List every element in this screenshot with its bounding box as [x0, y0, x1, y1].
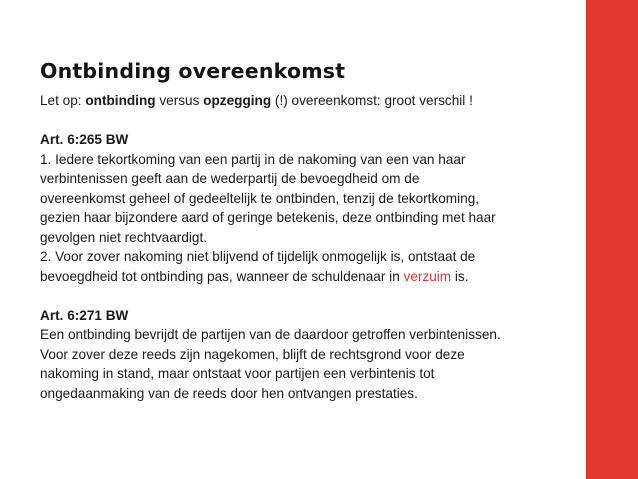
intro-mid: versus [155, 93, 204, 108]
article2-line: nakoming in stand, maar ontstaat voor partijen een verbintenis tot [40, 366, 435, 381]
accent-bar [586, 0, 638, 479]
article1-last-suffix: is. [451, 268, 469, 284]
article1-line: gezien haar bijzondere aard of geringe betekenis, deze ontbinding met haar [40, 210, 496, 225]
intro-line [40, 91, 580, 111]
intro-term-ontbinding: ontbinding [85, 93, 156, 108]
article2-line: ongedaanmaking van de reeds door hen ontvangen prestaties. [40, 385, 418, 401]
article1-line: verbintenissen geeft aan de wederpartij de bevoegdheid om de [40, 171, 420, 186]
verzuim-highlight: verzuim [403, 268, 452, 284]
intro-term-opzegging: opzegging [203, 93, 272, 108]
article2-line: Een ontbinding bevrijdt de partijen van de daardoor getroffen verbintenissen. [40, 327, 501, 342]
spacer [40, 111, 580, 131]
intro-prefix: Let op: [40, 93, 86, 108]
slide-content [40, 58, 580, 403]
spacer [40, 286, 580, 306]
article2-heading: Art. 6:271 BW [40, 307, 129, 323]
article1-heading: Art. 6:265 BW [40, 132, 129, 147]
article1-line: 2. Voor zover nakoming niet blijvend of tijdelijk onmogelijk is, ontstaat de [40, 249, 476, 264]
article1-last-line [40, 267, 580, 287]
slide-title: Ontbinding overeenkomst [40, 59, 346, 83]
article1-line: gevolgen niet rechtvaardigt. [40, 229, 208, 245]
intro-suffix: (!) overeenkomst: groot verschil ! [271, 93, 473, 108]
article2-line: Voor zover deze reeds zijn nagekomen, blijft de rechtsgrond voor deze [40, 346, 465, 362]
article1-line: 1. Iedere tekortkoming van een partij in de nakoming van een van haar [40, 151, 466, 167]
article1-line: overeenkomst geheel of gedeeltelijk te ontbinden, tenzij de tekortkoming, [40, 190, 480, 206]
article1-last-prefix: bevoegdheid tot ontbinding pas, wanneer de schuldenaar in [40, 268, 404, 284]
